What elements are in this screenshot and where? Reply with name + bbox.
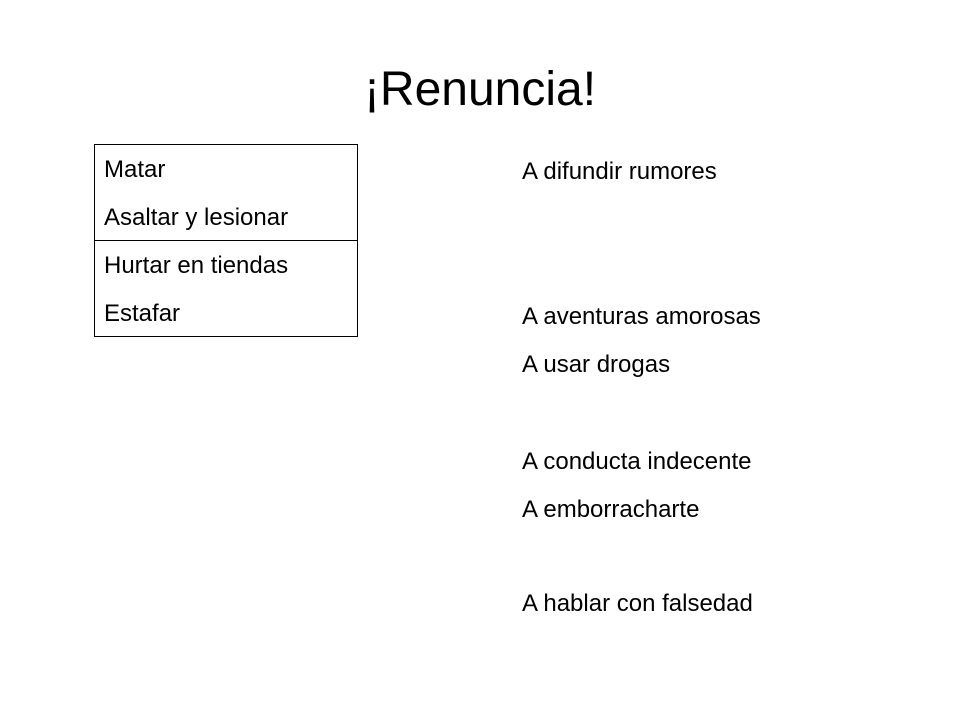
renounce-item-falsedad: A hablar con falsedad: [522, 590, 753, 617]
sins-group-2: [95, 240, 357, 336]
sin-item-matar: Matar: [104, 156, 166, 183]
renounce-item-conducta: A conducta indecente: [522, 448, 752, 475]
renounce-list: [522, 0, 942, 720]
renounce-item-emborracharte: A emborracharte: [522, 496, 700, 523]
sin-item-asaltar: Asaltar y lesionar: [104, 204, 289, 231]
renounce-item-aventuras: A aventuras amorosas: [522, 303, 761, 330]
sin-item-hurtar: Hurtar en tiendas: [104, 252, 289, 279]
slide-title: ¡Renuncia!: [363, 63, 597, 116]
sin-item-estafar: Estafar: [104, 300, 181, 327]
sins-table: [94, 144, 358, 337]
sins-group-1: [95, 145, 357, 240]
renounce-item-drogas: A usar drogas: [522, 351, 671, 378]
renounce-item-rumores: A difundir rumores: [522, 158, 717, 185]
